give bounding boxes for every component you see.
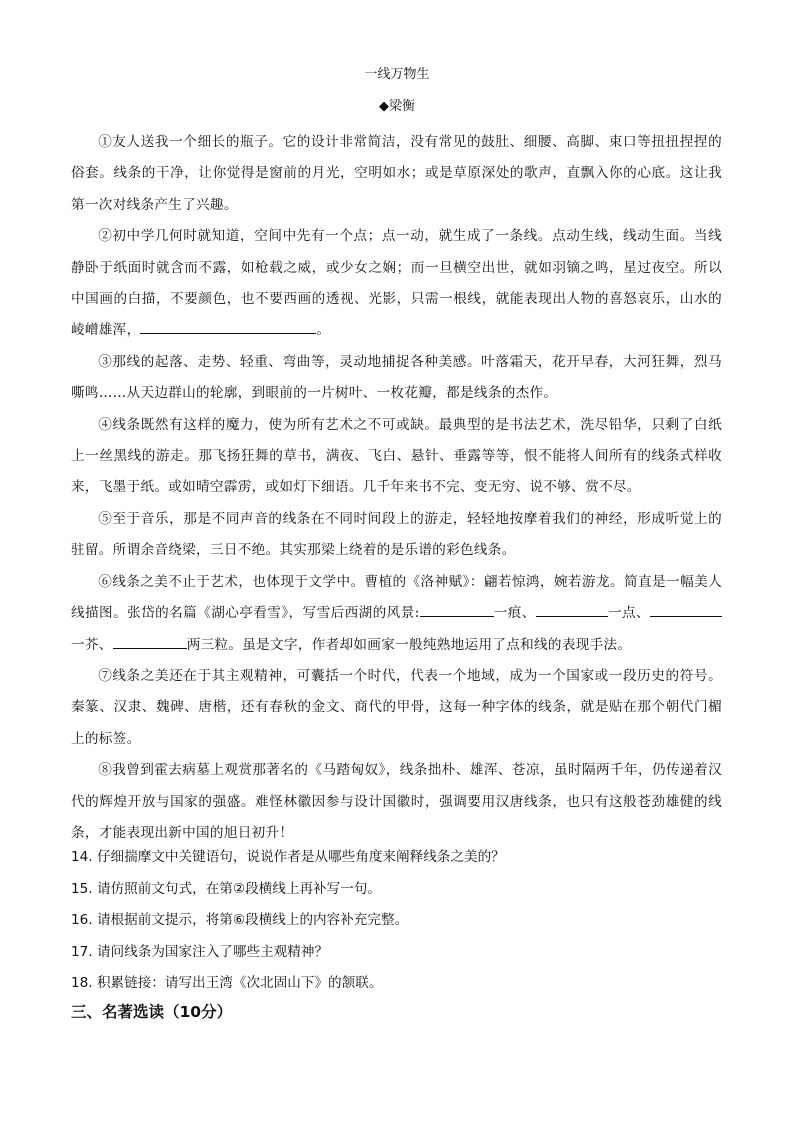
question-15: 15. 请仿照前文句式，在第②段横线上再补写一句。 [71, 880, 381, 897]
paragraph-5: ⑤至于音乐，那是不同声音的线条在不同时间段上的游走，轻轻地按摩着我们的神经，形成听觉上的驻留。所谓余音绕梁，三日不绝。其实那梁上绕着的是乐谱的彩色线条。 [71, 510, 722, 559]
article-title: 一线万物生 [364, 67, 430, 82]
paragraph-2-text: ②初中学几何时就知道，空间中先有一个点；点一动，就生成了一条线。点动生线，线动生面。当线静卧于纸面时就含而不露，如枪载之威，或少女之娴；而一旦横空出世，就如羽镝之鸣，星过夜空。所以中国画的白描，不要颜色，也不要西画的透视、光影，只需一根线，就能表现出人物的喜怒哀乐，山水的崚嶒雄浑， [71, 228, 722, 339]
article-body [71, 127, 722, 849]
paragraph-8: ⑧我曾到霍去病墓上观赏那著名的《马踏匈奴》，线条拙朴、雄浑、苍凉，虽时隔两千年，仍传递着汉代的辉煌开放与国家的强盛。难怪林徽因参与设计国徽时，强调要用汉唐线条，也只有这般苍劲雄健的线条，才能表现出新中国的旭日初升！ [71, 762, 722, 841]
paragraph-6-part: 一痕、 [493, 605, 536, 622]
question-14: 14. 仔细揣摩文中关键语句，说说作者是从哪些角度来阐释线条之美的？ [71, 849, 505, 865]
paragraph-1: ①友人送我一个细长的瓶子。它的设计非常简洁，没有常见的鼓肚、细腰、高脚、束口等扭扭捏捏的俗套。线条的干净，让你觉得是窗前的月光，空明如水；或是草原深处的歌声，直飘入你的心底。这让我第一次对线条产生了兴趣。 [71, 134, 722, 213]
fill-blank-line[interactable] [140, 318, 316, 334]
question-list [71, 842, 731, 1000]
paragraph-6-end: 两三粒。虽是文字，作者却如画家一般纯熟地运用了点和线的表现手法。 [186, 636, 632, 653]
question-18: 18. 积累链接：请写出王湾《次北固山下》的颔联。 [71, 975, 383, 992]
paragraph-2 [71, 221, 722, 347]
paragraph-2-end: 。 [316, 322, 331, 339]
paragraph-6-part: 一点、 [607, 605, 651, 622]
article-author: ◆梁衡 [379, 99, 415, 114]
fill-blank-line[interactable] [420, 601, 494, 617]
paragraph-6 [71, 567, 722, 661]
question-17: 17. 请问线条为国家注入了哪些主观精神？ [71, 943, 329, 960]
paragraph-6-text: ⑥线条之美不止于艺术，也体现于文学中。曹植的《洛神赋》：翩若惊鸿，婉若游龙。简直是一幅美人线描图。张岱的名篇《湖心亭看雪》，写雪后西湖的风景: [71, 573, 722, 622]
paragraph-4: ④线条既然有这样的魔力，使为所有艺术之不可或缺。最典型的是书法艺术，洗尽铅华，只剩了白纸上一丝黑线的游走。那飞扬狂舞的草书，满夜、飞白、悬针、垂露等等，恨不能将人间所有的线条式样收来，飞墨于纸。或如晴空霹雳，或如灯下细语。几千年来书不完、变无穷、说不够、赏不尽。 [71, 416, 722, 496]
paragraph-3: ③那线的起落、走势、轻重、弯曲等，灵动地捕捉各种美感。叶落霜天，花开早春，大河狂舞，烈马嘶鸣……从天边群山的轮廓，到眼前的一片树叶、一枚花瓣，都是线条的杰作。 [71, 353, 722, 402]
fill-blank-line[interactable] [113, 633, 187, 649]
fill-blank-line[interactable] [536, 601, 608, 617]
paragraph-7: ⑦线条之美还在于其主观精神，可囊括一个时代，代表一个地域，成为一个国家或一段历史的符号。秦篆、汉隶、魏碑、唐楷，还有春秋的金文、商代的甲骨，这每一种字体的线条，就是贴在那个朝代门楣上的标签。 [71, 667, 722, 747]
fill-blank-line[interactable] [650, 601, 722, 617]
paragraph-6-part: 一芥、 [71, 636, 113, 653]
question-16: 16. 请根据前文提示，将第⑥段横线上的内容补充完整。 [71, 912, 409, 929]
section-heading: 三、名著选读（10分） [71, 1003, 233, 1021]
